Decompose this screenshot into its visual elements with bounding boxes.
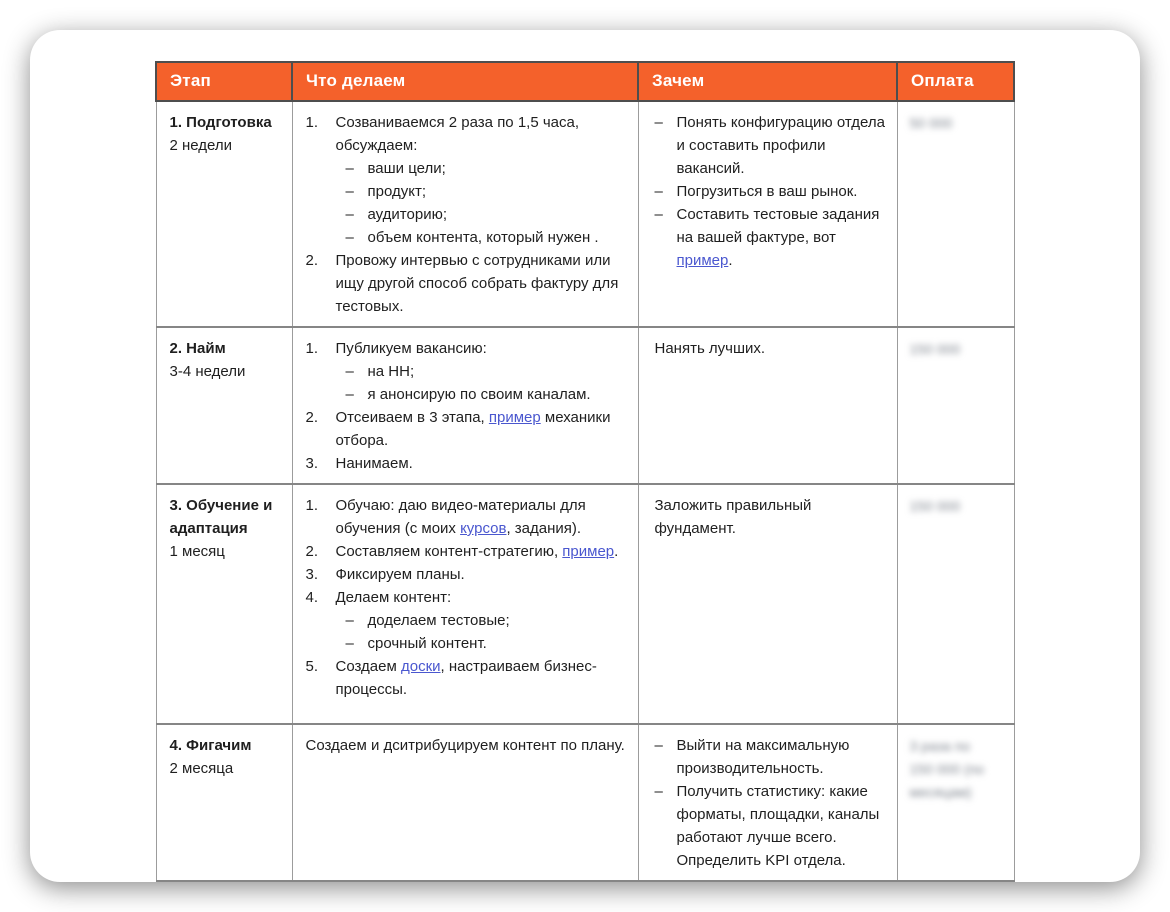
item-text: Провожу интервью с сотрудниками или ищу другой способ собрать фактуру для тестовых. <box>335 252 619 315</box>
why-cell <box>638 724 897 881</box>
item-text: Составляем контент-стратегию, пример. <box>335 543 619 560</box>
payment-cell <box>897 724 1014 881</box>
bullet-item <box>655 734 887 780</box>
list-marker: – <box>654 783 663 800</box>
inline-link[interactable]: пример <box>676 252 729 269</box>
header-row <box>156 62 1014 101</box>
payment-blurred-value: 3 раза по <box>909 738 971 754</box>
list-item <box>346 157 628 180</box>
item-text: доделаем тестовые; <box>367 612 510 629</box>
list-marker: – <box>345 206 354 223</box>
table-row <box>156 484 1014 724</box>
bullet-item <box>655 111 887 180</box>
list-marker: 1. <box>305 497 319 514</box>
why-cell <box>638 327 897 484</box>
item-text: ваши цели; <box>367 160 446 177</box>
list-marker: 3. <box>305 455 319 472</box>
item-text: Нанять лучших. <box>654 340 766 357</box>
what-cell <box>292 484 638 724</box>
list-marker: 2. <box>305 252 319 269</box>
stage-title: 1. Подготовка <box>169 114 272 131</box>
list-marker: – <box>345 612 354 629</box>
what-cell <box>292 724 638 881</box>
plan-table <box>155 61 1015 882</box>
why-cell <box>638 101 897 327</box>
item-text: Выйти на максимальную производительность. <box>676 737 850 777</box>
list-marker: – <box>654 114 663 131</box>
item-text: на HH; <box>367 363 415 380</box>
payment-cell <box>897 101 1014 327</box>
stage-duration: 2 недели <box>169 137 233 154</box>
table-row <box>156 724 1014 881</box>
col-header-stage: Этап <box>156 62 292 101</box>
list-item <box>306 406 628 452</box>
list-item <box>346 180 628 203</box>
table-row <box>156 101 1014 327</box>
payment-blurred-value: 150 000 <box>909 341 961 357</box>
content-card <box>30 30 1140 882</box>
item-text: продукт; <box>367 183 426 200</box>
bullet-item <box>655 337 887 360</box>
list-item <box>306 494 628 540</box>
item-text: объем контента, который нужен . <box>367 229 599 246</box>
list-marker: 1. <box>305 340 319 357</box>
list-marker: – <box>345 363 354 380</box>
item-text: Создаем и дситрибуцируем контент по плану. <box>305 737 625 754</box>
payment-blurred-value: 150 000 (по <box>909 761 985 777</box>
list-item <box>346 632 628 655</box>
list-item <box>306 111 628 157</box>
stage-cell <box>156 101 292 327</box>
list-item <box>306 586 628 609</box>
list-item <box>306 337 628 360</box>
payment-cell <box>897 327 1014 484</box>
item-text: Заложить правильный фундамент. <box>654 497 812 537</box>
bullet-item <box>655 494 887 540</box>
list-marker: – <box>345 183 354 200</box>
item-text: я анонсирую по своим каналам. <box>367 386 591 403</box>
payment-blurred-value: 150 000 <box>909 498 961 514</box>
list-item <box>306 249 628 318</box>
list-marker: 3. <box>305 566 319 583</box>
list-item <box>346 226 628 249</box>
list-marker: 2. <box>305 543 319 560</box>
col-header-why: Зачем <box>638 62 897 101</box>
what-cell <box>292 101 638 327</box>
list-marker: – <box>345 229 354 246</box>
stage-title: 2. Найм <box>169 340 226 357</box>
list-marker: 4. <box>305 589 319 606</box>
table-body <box>156 101 1014 881</box>
what-cell <box>292 327 638 484</box>
list-marker: – <box>345 386 354 403</box>
list-item <box>306 540 628 563</box>
inline-link[interactable]: пример <box>562 543 615 560</box>
list-marker: – <box>345 635 354 652</box>
list-marker: 5. <box>305 658 319 675</box>
item-text: Погрузиться в ваш рынок. <box>676 183 858 200</box>
table-row <box>156 327 1014 484</box>
stage-title: 3. Обучение и адаптация <box>169 497 273 537</box>
payment-blurred-value: 50 000 <box>909 115 953 131</box>
list-item <box>306 452 628 475</box>
list-item <box>346 360 628 383</box>
stage-cell <box>156 724 292 881</box>
item-text: аудиторию; <box>367 206 447 223</box>
item-text: Публикуем вакансию: <box>335 340 487 357</box>
stage-duration: 2 месяца <box>169 760 234 777</box>
stage-duration: 3-4 недели <box>169 363 246 380</box>
bullet-item <box>655 180 887 203</box>
item-text: Созваниваемся 2 раза по 1,5 часа, обсуждаем: <box>335 114 580 154</box>
inline-link[interactable]: курсов <box>460 520 507 537</box>
payment-cell <box>897 484 1014 724</box>
inline-link[interactable]: пример <box>488 409 541 426</box>
list-item <box>346 203 628 226</box>
list-item <box>306 655 628 701</box>
item-text: Делаем контент: <box>335 589 452 606</box>
item-text: Создаем доски, настраиваем бизнес-процессы. <box>335 658 597 698</box>
list-marker: 2. <box>305 409 319 426</box>
list-marker: – <box>345 160 354 177</box>
list-marker: – <box>654 206 663 223</box>
stage-title: 4. Фигачим <box>169 737 252 754</box>
list-item <box>306 734 628 757</box>
stage-duration: 1 месяц <box>169 543 225 560</box>
stage-cell <box>156 327 292 484</box>
list-marker: – <box>654 737 663 754</box>
item-text: Составить тестовые задания на вашей фактуре, вот пример. <box>676 206 880 269</box>
item-text: Обучаю: даю видео-материалы для обучения (с моих курсов, задания). <box>335 497 586 537</box>
inline-link[interactable]: доски <box>400 658 441 675</box>
payment-blurred-value: месяцам) <box>909 784 972 800</box>
stage-cell <box>156 484 292 724</box>
why-cell <box>638 484 897 724</box>
item-text: Нанимаем. <box>335 455 413 472</box>
item-text: Фиксируем планы. <box>335 566 465 583</box>
bullet-item <box>655 203 887 272</box>
list-item <box>306 563 628 586</box>
item-text: Отсеиваем в 3 этапа, пример механики отбора. <box>335 409 611 449</box>
list-item <box>346 609 628 632</box>
list-marker: – <box>654 183 663 200</box>
list-item <box>346 383 628 406</box>
col-header-what: Что делаем <box>292 62 638 101</box>
item-text: Получить статистику: какие форматы, площадки, каналы работают лучше всего. Определить KPI отдела. <box>676 783 880 869</box>
list-marker: 1. <box>305 114 319 131</box>
item-text: срочный контент. <box>367 635 487 652</box>
item-text: Понять конфигурацию отдела и составить профили вакансий. <box>676 114 885 177</box>
bullet-item <box>655 780 887 872</box>
col-header-payment: Оплата <box>897 62 1014 101</box>
